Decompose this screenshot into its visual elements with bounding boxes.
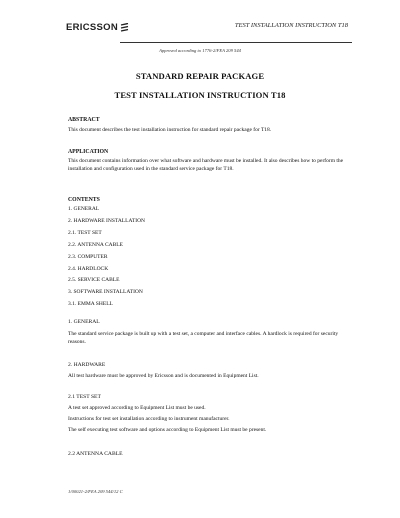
abstract-heading: ABSTRACT [68,117,100,123]
header-document-title: TEST INSTALLATION INSTRUCTION T18 [234,22,348,29]
test-set-paragraph-3: The self executing test software and options according to Equipment List must be present. [68,427,267,434]
contents-item-hardlock: 2.4. HARDLOCK [68,265,109,272]
application-heading: APPLICATION [68,149,109,155]
antenna-cable-heading: 2.2 ANTENNA CABLE [68,451,123,457]
general-text: The standard service package is built up with a test set, a computer and interface cables. A hardlock is required for security reasons. [68,331,339,346]
contents-item-software-installation: 3. SOFTWARE INSTALLATION [68,289,143,296]
general-section [68,319,353,346]
application-section [68,149,353,173]
contents-item-service-cable: 2.5. SERVICE CABLE [68,277,120,284]
test-set-paragraph-1: A test set approved according to Equipment List must be used. [68,405,206,411]
contents-item-antenna-cable: 2.2. ANTENNA CABLE [68,241,123,248]
ericsson-logo [66,22,129,33]
hardware-section [68,362,353,380]
approval-note: Approved according to 1776-2/FEA 209 544 [159,48,241,53]
document-title-line1: STANDARD REPAIR PACKAGE [135,71,265,81]
logo-text: ERICSSON [66,22,119,33]
contents-item-general: 1. GENERAL [68,206,100,212]
general-heading: 1. GENERAL [68,319,100,325]
test-set-section [68,394,353,435]
contents-list [68,204,353,311]
hardware-heading: 2. HARDWARE [68,362,106,368]
ericsson-logo-mark-icon [120,23,129,32]
document-title-line2: TEST INSTALLATION INSTRUCTION T18 [114,90,286,100]
hardware-text: All test hardware must be approved by Ericsson and is documented in Equipment List. [68,373,259,379]
abstract-section [68,117,353,134]
document-number-footer: 1/00021-2/FEA 209 544/12 C [68,489,123,494]
contents-item-hardware-installation: 2. HARDWARE INSTALLATION [68,217,146,224]
contents-item-computer: 2.3. COMPUTER [68,253,108,260]
contents-heading: CONTENTS [68,197,100,203]
header-divider [120,42,352,43]
test-set-heading: 2.1 TEST SET [68,394,101,400]
contents-item-emma-shell: 3.1. EMMA SHELL [68,301,113,308]
contents-item-test-set: 2.1. TEST SET [68,229,102,236]
test-set-paragraph-2: Instructions for test set installation according to instrument manufacturer. [68,416,230,423]
abstract-text: This document describes the test installation instruction for standard repair package for T18. [68,127,272,133]
contents-section [68,197,353,311]
application-text: This document contains information over what software and hardware must be installed. It also describes how to perform the installation and configuration used in the standard service package for T18. [68,158,344,173]
antenna-cable-section [68,451,353,457]
